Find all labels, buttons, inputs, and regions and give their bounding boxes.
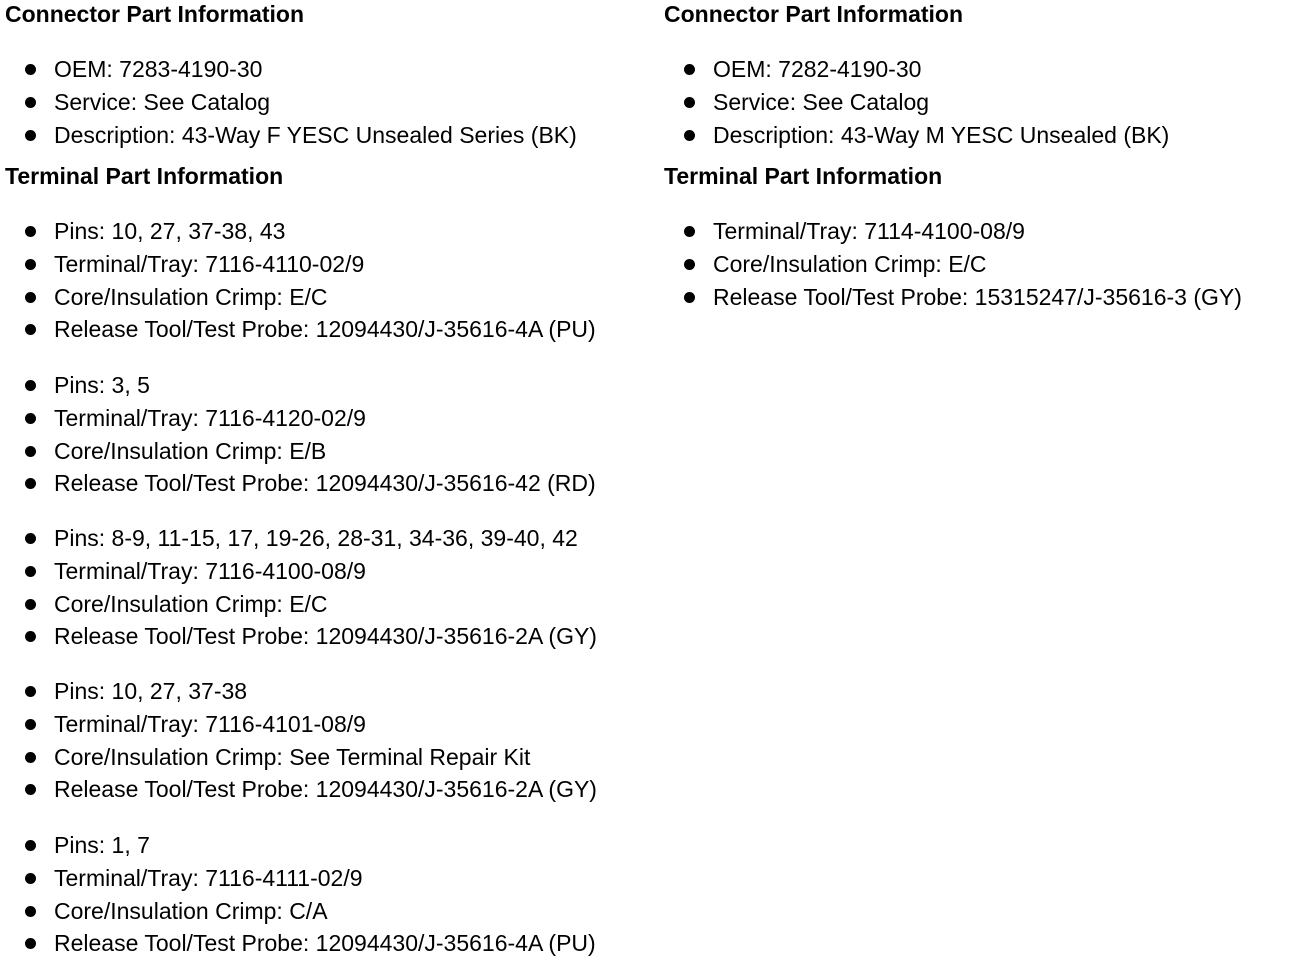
bullet-icon xyxy=(684,64,695,75)
bullet-icon xyxy=(25,380,36,391)
list-item xyxy=(664,215,1242,248)
item-text: Core/Insulation Crimp: See Terminal Repair Kit xyxy=(54,743,531,770)
list-item xyxy=(664,119,1169,152)
item-text: Description: 43-Way M YESC Unsealed (BK) xyxy=(713,121,1170,148)
bullet-icon xyxy=(684,130,695,141)
bullet-icon xyxy=(25,226,36,237)
bullet-icon xyxy=(25,631,36,642)
terminal-group-1 xyxy=(664,215,1242,313)
terminal-group-1 xyxy=(5,215,596,346)
bullet-icon xyxy=(25,446,36,457)
bullet-icon xyxy=(25,784,36,795)
bullet-icon xyxy=(684,226,695,237)
item-text: Core/Insulation Crimp: E/B xyxy=(54,437,327,464)
item-text: Release Tool/Test Probe: 12094430/J-35616-42 (RD) xyxy=(54,470,596,497)
item-text: Release Tool/Test Probe: 12094430/J-35616-4A (PU) xyxy=(54,930,596,957)
list-item xyxy=(5,708,597,741)
item-text: Pins: 1, 7 xyxy=(54,832,150,858)
item-text: Pins: 8-9, 11-15, 17, 19-26, 28-31, 34-36, 39-40, 42 xyxy=(54,525,578,551)
item-text: Release Tool/Test Probe: 12094430/J-35616-4A (PU) xyxy=(54,316,596,343)
item-text: OEM: 7283-4190-30 xyxy=(54,56,263,82)
bullet-icon xyxy=(25,478,36,489)
bullet-icon xyxy=(25,259,36,270)
item-text: Release Tool/Test Probe: 12094430/J-35616-2A (GY) xyxy=(54,776,597,803)
terminal-group-4 xyxy=(5,675,597,806)
terminal-group-3 xyxy=(5,522,597,653)
list-item xyxy=(5,53,577,86)
bullet-icon xyxy=(25,64,36,75)
bullet-icon xyxy=(25,97,36,108)
connector-list xyxy=(5,53,577,151)
bullet-icon xyxy=(25,873,36,884)
item-text: Terminal/Tray: 7116-4110-02/9 xyxy=(54,250,365,277)
list-item xyxy=(5,86,577,119)
list-item xyxy=(5,119,577,152)
item-text: Core/Insulation Crimp: E/C xyxy=(54,590,328,617)
list-item xyxy=(5,620,597,653)
bullet-icon xyxy=(25,906,36,917)
item-text: Terminal/Tray: 7114-4100-08/9 xyxy=(713,218,1025,244)
item-text: Core/Insulation Crimp: E/C xyxy=(54,283,328,310)
list-item xyxy=(5,829,596,862)
list-item xyxy=(5,675,597,708)
connector-heading: Connector Part Information xyxy=(664,1,964,27)
list-item xyxy=(664,86,1169,119)
item-text: Pins: 10, 27, 37-38, 43 xyxy=(54,218,286,244)
item-text: Terminal/Tray: 7116-4100-08/9 xyxy=(54,557,366,584)
item-text: Pins: 10, 27, 37-38 xyxy=(54,678,248,704)
list-item xyxy=(5,555,597,588)
bullet-icon xyxy=(25,599,36,610)
bullet-icon xyxy=(25,566,36,577)
bullet-icon xyxy=(25,752,36,763)
item-text: OEM: 7282-4190-30 xyxy=(713,56,922,82)
bullet-icon xyxy=(684,97,695,108)
list-item xyxy=(5,927,596,960)
list-item xyxy=(5,313,596,346)
item-text: Terminal/Tray: 7116-4120-02/9 xyxy=(54,404,366,431)
bullet-icon xyxy=(25,533,36,544)
bullet-icon xyxy=(25,324,36,335)
bullet-icon xyxy=(684,259,695,270)
connector-list xyxy=(664,53,1169,151)
list-item xyxy=(5,402,596,435)
list-item xyxy=(5,248,596,281)
bullet-icon xyxy=(25,719,36,730)
item-text: Core/Insulation Crimp: C/A xyxy=(54,897,328,924)
list-item xyxy=(5,467,596,500)
bullet-icon xyxy=(25,840,36,851)
bullet-icon xyxy=(684,292,695,303)
list-item xyxy=(5,215,596,248)
list-item xyxy=(5,862,596,895)
item-text: Service: See Catalog xyxy=(54,88,271,115)
list-item xyxy=(664,53,1169,86)
item-text: Terminal/Tray: 7116-4111-02/9 xyxy=(54,864,363,891)
item-text: Description: 43-Way F YESC Unsealed Series (BK) xyxy=(54,121,577,148)
item-text: Terminal/Tray: 7116-4101-08/9 xyxy=(54,710,366,737)
item-text: Release Tool/Test Probe: 12094430/J-35616-2A (GY) xyxy=(54,623,597,650)
bullet-icon xyxy=(25,938,36,949)
list-item xyxy=(5,281,596,314)
list-item xyxy=(5,522,597,555)
terminal-heading: Terminal Part Information xyxy=(664,163,943,189)
list-item xyxy=(5,773,597,806)
bullet-icon xyxy=(25,686,36,697)
bullet-icon xyxy=(25,292,36,303)
item-text: Release Tool/Test Probe: 15315247/J-35616-3 (GY) xyxy=(713,283,1242,310)
bullet-icon xyxy=(25,413,36,424)
list-item xyxy=(5,588,597,621)
list-item xyxy=(5,741,597,774)
item-text: Service: See Catalog xyxy=(713,88,930,115)
connector-heading: Connector Part Information xyxy=(5,1,305,27)
list-item xyxy=(5,369,596,402)
item-text: Pins: 3, 5 xyxy=(54,372,150,398)
list-item xyxy=(664,248,1242,281)
item-text: Core/Insulation Crimp: E/C xyxy=(713,250,987,277)
terminal-heading: Terminal Part Information xyxy=(5,163,284,189)
terminal-group-5 xyxy=(5,829,596,960)
bullet-icon xyxy=(25,130,36,141)
list-item xyxy=(5,435,596,468)
list-item xyxy=(664,281,1242,314)
list-item xyxy=(5,895,596,928)
terminal-group-2 xyxy=(5,369,596,500)
